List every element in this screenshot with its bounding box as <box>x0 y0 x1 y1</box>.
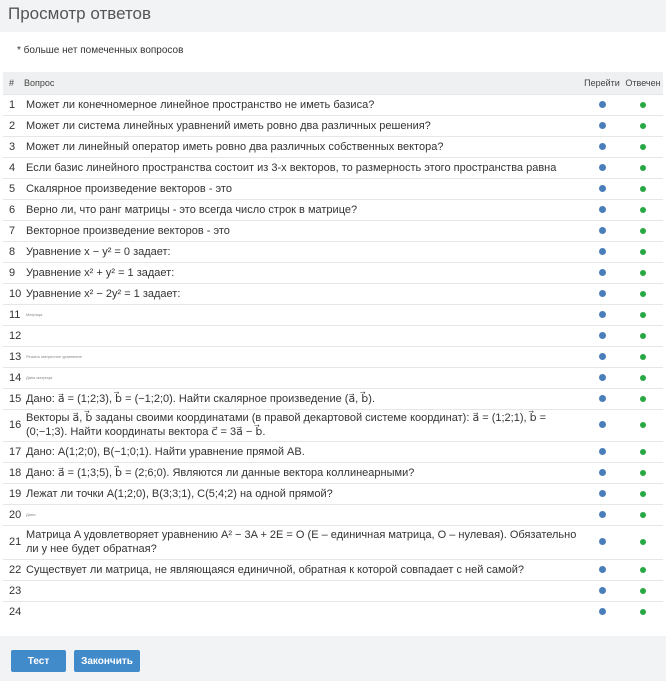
question-number: 24 <box>3 601 24 622</box>
answered-status-icon <box>640 539 646 545</box>
table-row <box>3 367 663 388</box>
answered-cell <box>623 504 663 525</box>
flagged-note: * больше нет помеченных вопросов <box>17 45 184 56</box>
question-number: 4 <box>3 157 24 178</box>
go-to-question-icon[interactable] <box>599 143 606 150</box>
answered-status-icon <box>640 588 646 594</box>
question-text: Матрица A удовлетворяет уравнению A² − 3A + 2E = O (E – единичная матрица, O – нулевая). Обязательно ли у нее будет обратная? <box>24 525 581 559</box>
table-row <box>3 283 663 304</box>
answered-cell <box>623 157 663 178</box>
go-cell <box>581 304 623 325</box>
go-to-question-icon[interactable] <box>599 511 606 518</box>
go-to-question-icon[interactable] <box>599 395 606 402</box>
question-text: Может ли конечномерное линейное пространство не иметь базиса? <box>24 94 581 115</box>
go-to-question-icon[interactable] <box>599 448 606 455</box>
answered-status-icon <box>640 312 646 318</box>
answered-status-icon <box>640 333 646 339</box>
table-row <box>3 199 663 220</box>
table-row <box>3 409 663 441</box>
go-to-question-icon[interactable] <box>599 101 606 108</box>
answered-cell <box>623 525 663 559</box>
question-text: Может ли система линейных уравнений иметь ровно два различных решения? <box>24 115 581 136</box>
table-row <box>3 136 663 157</box>
answered-cell <box>623 241 663 262</box>
go-to-question-icon[interactable] <box>599 538 606 545</box>
table-row <box>3 262 663 283</box>
go-cell <box>581 241 623 262</box>
answered-status-icon <box>640 422 646 428</box>
go-to-question-icon[interactable] <box>599 185 606 192</box>
go-to-question-icon[interactable] <box>599 122 606 129</box>
answers-panel <box>0 32 666 636</box>
header-num: # <box>9 77 15 88</box>
go-to-question-icon[interactable] <box>599 206 606 213</box>
answered-cell <box>623 136 663 157</box>
question-number: 16 <box>3 409 24 441</box>
question-number: 10 <box>3 283 24 304</box>
answered-status-icon <box>640 102 646 108</box>
go-cell <box>581 580 623 601</box>
question-text: Дана матрица <box>24 367 581 388</box>
answered-cell <box>623 304 663 325</box>
table-row <box>3 580 663 601</box>
question-number: 18 <box>3 462 24 483</box>
answers-table-body <box>3 94 663 622</box>
table-header-row <box>3 72 663 94</box>
answered-status-icon <box>640 165 646 171</box>
answered-status-icon <box>640 491 646 497</box>
go-cell <box>581 504 623 525</box>
question-text <box>24 580 581 601</box>
answered-status-icon <box>640 396 646 402</box>
answered-cell <box>623 367 663 388</box>
answered-cell <box>623 409 663 441</box>
go-cell <box>581 220 623 241</box>
go-cell <box>581 601 623 622</box>
answered-status-icon <box>640 186 646 192</box>
question-text: Может ли линейный оператор иметь ровно два различных собственных вектора? <box>24 136 581 157</box>
table-row <box>3 178 663 199</box>
go-to-question-icon[interactable] <box>599 290 606 297</box>
go-to-question-icon[interactable] <box>599 269 606 276</box>
go-to-question-icon[interactable] <box>599 490 606 497</box>
answered-status-icon <box>640 228 646 234</box>
test-button[interactable]: Тест <box>11 650 66 672</box>
answered-status-icon <box>640 449 646 455</box>
question-number: 13 <box>3 346 24 367</box>
answered-status-icon <box>640 144 646 150</box>
question-text: Решить матричное уравнение <box>24 346 581 367</box>
go-cell <box>581 157 623 178</box>
answered-cell <box>623 483 663 504</box>
question-text: Если базис линейного пространства состоит из 3-х векторов, то размерность этого пространства равна <box>24 157 581 178</box>
answered-cell <box>623 115 663 136</box>
answered-status-icon <box>640 567 646 573</box>
answered-cell <box>623 325 663 346</box>
answered-status-icon <box>640 512 646 518</box>
table-row <box>3 462 663 483</box>
question-number: 14 <box>3 367 24 388</box>
table-row <box>3 601 663 622</box>
question-text: Матрица <box>24 304 581 325</box>
question-text: Векторное произведение векторов - это <box>24 220 581 241</box>
question-number: 11 <box>3 304 24 325</box>
question-number: 22 <box>3 559 24 580</box>
question-number: 7 <box>3 220 24 241</box>
answered-status-icon <box>640 354 646 360</box>
question-number: 6 <box>3 199 24 220</box>
answered-cell <box>623 94 663 115</box>
go-cell <box>581 346 623 367</box>
question-text <box>24 325 581 346</box>
go-cell <box>581 115 623 136</box>
go-to-question-icon[interactable] <box>599 374 606 381</box>
go-cell <box>581 199 623 220</box>
question-text: Верно ли, что ранг матрицы - это всегда число строк в матрице? <box>24 199 581 220</box>
answered-status-icon <box>640 470 646 476</box>
go-cell <box>581 94 623 115</box>
table-row <box>3 525 663 559</box>
go-to-question-icon[interactable] <box>599 353 606 360</box>
question-text: Уравнение x² − 2y² = 1 задает: <box>24 283 581 304</box>
question-number: 8 <box>3 241 24 262</box>
question-text: Уравнение x² + y² = 1 задает: <box>24 262 581 283</box>
question-text: Дано: <box>24 504 581 525</box>
answered-cell <box>623 580 663 601</box>
question-number: 1 <box>3 94 24 115</box>
go-cell <box>581 388 623 409</box>
answered-cell <box>623 283 663 304</box>
table-row <box>3 325 663 346</box>
go-to-question-icon[interactable] <box>599 469 606 476</box>
answered-status-icon <box>640 609 646 615</box>
question-number: 3 <box>3 136 24 157</box>
table-row <box>3 157 663 178</box>
question-text: Дано: a⃗ = (1;2;3), b⃗ = (−1;2;0). Найти скалярное произведение (a⃗, b⃗). <box>24 388 581 409</box>
header-go: Перейти <box>584 77 620 88</box>
question-text: Дано: A(1;2;0), B(−1;0;1). Найти уравнение прямой AB. <box>24 441 581 462</box>
answered-status-icon <box>640 375 646 381</box>
answered-cell <box>623 346 663 367</box>
table-row <box>3 241 663 262</box>
go-to-question-icon[interactable] <box>599 566 606 573</box>
question-text <box>24 601 581 622</box>
table-row <box>3 94 663 115</box>
go-cell <box>581 462 623 483</box>
question-number: 21 <box>3 525 24 559</box>
go-cell <box>581 262 623 283</box>
table-row <box>3 441 663 462</box>
go-to-question-icon[interactable] <box>599 164 606 171</box>
answered-status-icon <box>640 270 646 276</box>
question-number: 5 <box>3 178 24 199</box>
answered-cell <box>623 220 663 241</box>
question-number: 20 <box>3 504 24 525</box>
table-row <box>3 388 663 409</box>
answered-cell <box>623 559 663 580</box>
header-answered: Отвечен <box>625 77 661 88</box>
go-cell <box>581 441 623 462</box>
go-to-question-icon[interactable] <box>599 587 606 594</box>
table-row <box>3 220 663 241</box>
table-row <box>3 304 663 325</box>
question-number: 15 <box>3 388 24 409</box>
go-cell <box>581 178 623 199</box>
answered-cell <box>623 601 663 622</box>
answered-status-icon <box>640 207 646 213</box>
go-to-question-icon[interactable] <box>599 608 606 615</box>
question-text: Дано: a⃗ = (1;3;5), b⃗ = (2;6;0). Являются ли данные вектора коллинеарными? <box>24 462 581 483</box>
question-number: 9 <box>3 262 24 283</box>
answered-cell <box>623 441 663 462</box>
table-row <box>3 346 663 367</box>
question-number: 2 <box>3 115 24 136</box>
answered-status-icon <box>640 249 646 255</box>
table-row <box>3 504 663 525</box>
question-text: Скалярное произведение векторов - это <box>24 178 581 199</box>
answered-cell <box>623 178 663 199</box>
answered-cell <box>623 462 663 483</box>
go-to-question-icon[interactable] <box>599 332 606 339</box>
question-text: Векторы a⃗, b⃗ заданы своими координатами (в правой декартовой системе координат): a⃗ = (1;2;1), b⃗ = (0;−1;3). Найти координаты вектора c⃗ = 3a⃗ − b⃗. <box>24 409 581 441</box>
page-title: Просмотр ответов <box>8 4 152 23</box>
go-to-question-icon[interactable] <box>599 311 606 318</box>
question-number: 12 <box>3 325 24 346</box>
go-cell <box>581 367 623 388</box>
question-text: Существует ли матрица, не являющаяся единичной, обратная к которой совпадает с ней самой? <box>24 559 581 580</box>
header-question: Вопрос <box>24 77 55 88</box>
go-cell <box>581 136 623 157</box>
go-cell <box>581 283 623 304</box>
finish-button[interactable]: Закончить <box>74 650 140 672</box>
go-to-question-icon[interactable] <box>599 421 606 428</box>
answered-status-icon <box>640 123 646 129</box>
go-cell <box>581 483 623 504</box>
go-cell <box>581 525 623 559</box>
table-row <box>3 559 663 580</box>
answered-status-icon <box>640 291 646 297</box>
question-text: Лежат ли точки A(1;2;0), B(3;3;1), C(5;4;2) на одной прямой? <box>24 483 581 504</box>
go-cell <box>581 559 623 580</box>
answered-cell <box>623 199 663 220</box>
go-to-question-icon[interactable] <box>599 248 606 255</box>
answers-table <box>3 72 663 622</box>
question-number: 19 <box>3 483 24 504</box>
answered-cell <box>623 388 663 409</box>
table-row <box>3 115 663 136</box>
table-row <box>3 483 663 504</box>
question-number: 23 <box>3 580 24 601</box>
go-to-question-icon[interactable] <box>599 227 606 234</box>
question-text: Уравнение x − y² = 0 задает: <box>24 241 581 262</box>
go-cell <box>581 409 623 441</box>
question-number: 17 <box>3 441 24 462</box>
answered-cell <box>623 262 663 283</box>
go-cell <box>581 325 623 346</box>
